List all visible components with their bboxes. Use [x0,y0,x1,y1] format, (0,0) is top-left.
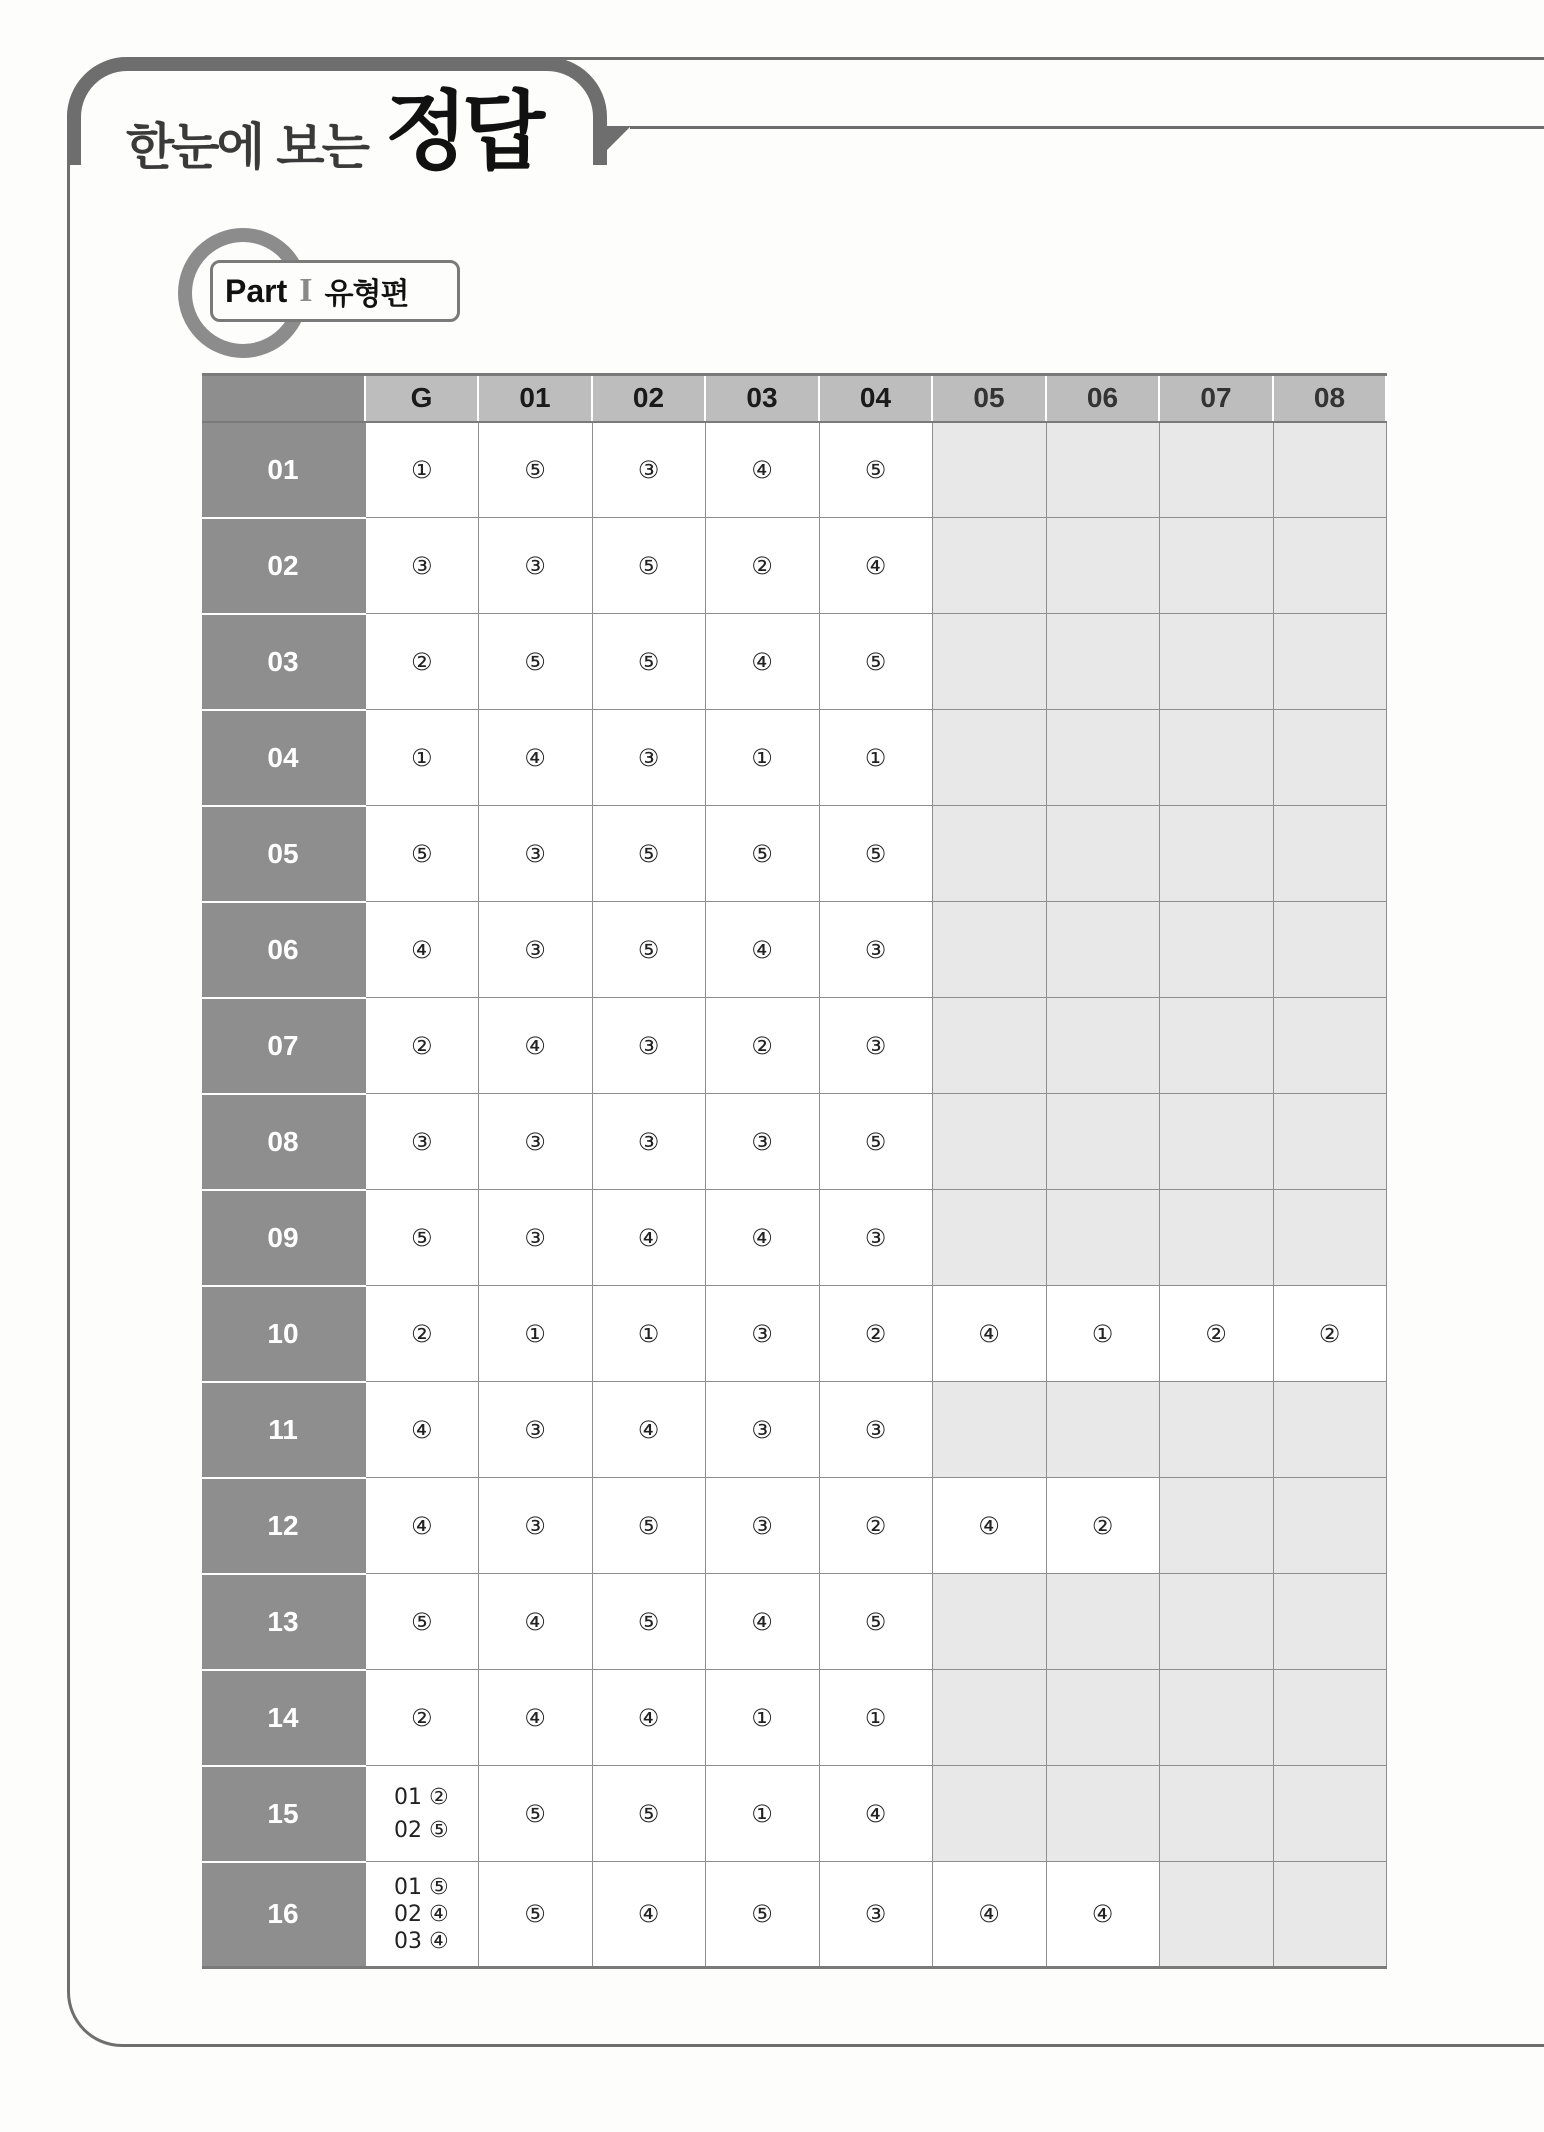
table-row [202,1094,1386,1190]
answer-cell: ③ [705,1094,819,1190]
empty-cell [1273,1670,1386,1766]
empty-cell [1273,902,1386,998]
row-label: 01 [202,422,365,518]
empty-cell [932,518,1046,614]
answer-cell: ③ [478,1190,592,1286]
answer-cell: ③ [365,1094,478,1190]
answer-cell: ⑤ [819,1094,932,1190]
answer-cell: ③ [365,518,478,614]
sub-answer: 01 ⑤ [394,1874,449,1900]
answer-cell: ④ [365,902,478,998]
row-label: 06 [202,902,365,998]
sub-answer: 02 ④ [394,1901,449,1927]
empty-cell [1273,806,1386,902]
row-label: 03 [202,614,365,710]
answer-cell: ① [705,710,819,806]
empty-cell [1046,806,1159,902]
empty-cell [932,614,1046,710]
answer-cell: ⑤ [819,806,932,902]
empty-cell [1159,1766,1273,1862]
empty-cell [1046,1382,1159,1478]
empty-cell [1046,1094,1159,1190]
empty-cell [1046,518,1159,614]
sub-answer: 01 ② [394,1784,449,1810]
empty-cell [932,1574,1046,1670]
empty-cell [1273,1094,1386,1190]
table-row [202,1862,1386,1968]
empty-cell [1046,998,1159,1094]
page-title [126,82,539,182]
column-header-02: 02 [592,375,705,422]
answer-cell: ③ [819,1190,932,1286]
empty-cell [1046,710,1159,806]
answer-cell: ③ [478,518,592,614]
answer-cell: ④ [932,1286,1046,1382]
empty-cell [1046,1574,1159,1670]
table-header-row [202,375,1386,422]
answer-cell: ⑤ [592,518,705,614]
table-row [202,902,1386,998]
table-row [202,998,1386,1094]
empty-cell [1159,806,1273,902]
column-header-07: 07 [1159,375,1273,422]
answer-cell: ⑤ [478,422,592,518]
row-label: 13 [202,1574,365,1670]
answer-cell: ⑤ [365,1190,478,1286]
answer-cell: ③ [478,1382,592,1478]
column-header-01: 01 [478,375,592,422]
row-label: 08 [202,1094,365,1190]
empty-cell [1273,1382,1386,1478]
table-row [202,1766,1386,1862]
answer-cell: ① [592,1286,705,1382]
answer-table [202,373,1387,1969]
answer-cell: ① [478,1286,592,1382]
answer-cell: ① [819,710,932,806]
column-header-04: 04 [819,375,932,422]
table-corner-cell [202,375,365,422]
answer-cell: ⑤ [365,806,478,902]
empty-cell [932,902,1046,998]
part-numeral: I [299,272,313,309]
answer-cell-multi [365,1766,478,1862]
answer-cell: ③ [705,1382,819,1478]
empty-cell [1046,902,1159,998]
row-label: 02 [202,518,365,614]
empty-cell [1046,614,1159,710]
empty-cell [1159,1382,1273,1478]
empty-cell [1273,710,1386,806]
empty-cell [1159,902,1273,998]
column-header-03: 03 [705,375,819,422]
empty-cell [1273,1862,1386,1968]
part-badge [210,260,460,322]
table-row [202,806,1386,902]
answer-cell: ① [1046,1286,1159,1382]
empty-cell [1273,1766,1386,1862]
empty-cell [1159,1574,1273,1670]
empty-cell [1159,1862,1273,1968]
row-label: 07 [202,998,365,1094]
table-row [202,422,1386,518]
answer-cell: ⑤ [592,1766,705,1862]
table-row [202,1382,1386,1478]
column-header-G: G [365,375,478,422]
answer-cell: ③ [705,1286,819,1382]
answer-cell: ⑤ [592,806,705,902]
answer-cell: ④ [365,1382,478,1478]
empty-cell [1159,422,1273,518]
sub-answer: 03 ④ [394,1928,449,1954]
answer-cell: ⑤ [592,1478,705,1574]
row-label: 04 [202,710,365,806]
answer-cell: ② [705,998,819,1094]
answer-cell: ④ [705,1190,819,1286]
table-row [202,710,1386,806]
row-label: 16 [202,1862,365,1968]
answer-cell: ① [819,1670,932,1766]
table-row [202,1670,1386,1766]
empty-cell [932,1382,1046,1478]
answer-cell: ⑤ [819,614,932,710]
answer-cell: ③ [819,998,932,1094]
answer-cell: ⑤ [365,1574,478,1670]
answer-cell: ④ [592,1382,705,1478]
table-row [202,1190,1386,1286]
answer-cell: ⑤ [819,422,932,518]
empty-cell [1159,518,1273,614]
table-row [202,1286,1386,1382]
answer-cell: ② [819,1478,932,1574]
answer-cell: ③ [819,1382,932,1478]
answer-cell: ④ [705,614,819,710]
answer-cell: ③ [478,902,592,998]
answer-cell: ③ [592,422,705,518]
answer-cell: ⑤ [705,806,819,902]
answer-cell: ② [365,614,478,710]
answer-cell: ⑤ [478,1766,592,1862]
row-label: 11 [202,1382,365,1478]
answer-cell: ③ [478,1094,592,1190]
empty-cell [1046,422,1159,518]
empty-cell [1273,1190,1386,1286]
empty-cell [932,998,1046,1094]
answer-cell: ③ [592,710,705,806]
answer-cell: ④ [705,422,819,518]
column-header-05: 05 [932,375,1046,422]
row-label: 09 [202,1190,365,1286]
table-row [202,518,1386,614]
answer-cell: ④ [705,902,819,998]
answer-cell: ④ [478,1670,592,1766]
answer-cell: ④ [819,1766,932,1862]
empty-cell [1273,1478,1386,1574]
row-label: 10 [202,1286,365,1382]
empty-cell [1159,1094,1273,1190]
answer-cell: ④ [1046,1862,1159,1968]
empty-cell [932,1766,1046,1862]
answer-cell: ⑤ [478,614,592,710]
answer-cell: ④ [592,1670,705,1766]
empty-cell [1046,1766,1159,1862]
answer-cell: ③ [819,1862,932,1968]
answer-cell: ② [705,518,819,614]
empty-cell [1159,1190,1273,1286]
empty-cell [932,710,1046,806]
answer-cell: ② [1046,1478,1159,1574]
empty-cell [932,1670,1046,1766]
empty-cell [932,1094,1046,1190]
empty-cell [1046,1670,1159,1766]
table-row [202,1478,1386,1574]
answer-cell: ① [365,422,478,518]
answer-cell: ④ [365,1478,478,1574]
answer-cell: ④ [592,1190,705,1286]
answer-cell: ⑤ [592,1574,705,1670]
column-header-06: 06 [1046,375,1159,422]
part-name: 유형편 [324,277,409,312]
answer-cell: ⑤ [592,614,705,710]
answer-cell: ④ [478,1574,592,1670]
table-row [202,614,1386,710]
row-label: 12 [202,1478,365,1574]
answer-cell: ⑤ [705,1862,819,1968]
empty-cell [1159,1478,1273,1574]
empty-cell [932,1190,1046,1286]
answer-cell: ③ [478,806,592,902]
header-rule [630,126,1544,129]
empty-cell [932,422,1046,518]
answer-cell: ② [1273,1286,1386,1382]
answer-cell: ④ [705,1574,819,1670]
answer-cell: ① [705,1670,819,1766]
answer-cell: ③ [478,1478,592,1574]
empty-cell [1159,1670,1273,1766]
empty-cell [1159,710,1273,806]
answer-cell: ② [1159,1286,1273,1382]
answer-cell: ② [365,1286,478,1382]
sub-answer: 02 ⑤ [394,1817,449,1843]
answer-cell: ③ [705,1478,819,1574]
part-label: Part [225,272,288,309]
table-row [202,1574,1386,1670]
answer-cell: ③ [592,998,705,1094]
column-header-08: 08 [1273,375,1386,422]
row-label: 15 [202,1766,365,1862]
answer-cell: ④ [478,998,592,1094]
page-title-small: 한눈에 보는 [126,118,367,176]
answer-cell: ① [365,710,478,806]
row-label: 05 [202,806,365,902]
empty-cell [1046,1190,1159,1286]
empty-cell [932,806,1046,902]
answer-cell: ⑤ [478,1862,592,1968]
empty-cell [1159,998,1273,1094]
answer-cell: ② [819,1286,932,1382]
empty-cell [1273,422,1386,518]
answer-cell: ④ [932,1862,1046,1968]
answer-cell: ② [365,998,478,1094]
answer-cell-multi [365,1862,478,1968]
answer-cell: ④ [478,710,592,806]
empty-cell [1273,518,1386,614]
answer-cell: ① [705,1766,819,1862]
title-tab-notch [593,126,631,164]
answer-cell: ⑤ [819,1574,932,1670]
empty-cell [1273,1574,1386,1670]
row-label: 14 [202,1670,365,1766]
answer-cell: ④ [819,518,932,614]
answer-cell: ④ [932,1478,1046,1574]
answer-cell: ⑤ [592,902,705,998]
answer-cell: ② [365,1670,478,1766]
empty-cell [1273,614,1386,710]
answer-cell: ③ [592,1094,705,1190]
empty-cell [1159,614,1273,710]
empty-cell [1273,998,1386,1094]
answer-cell: ④ [592,1862,705,1968]
answer-cell: ③ [819,902,932,998]
page-title-big: 정답 [384,82,540,182]
